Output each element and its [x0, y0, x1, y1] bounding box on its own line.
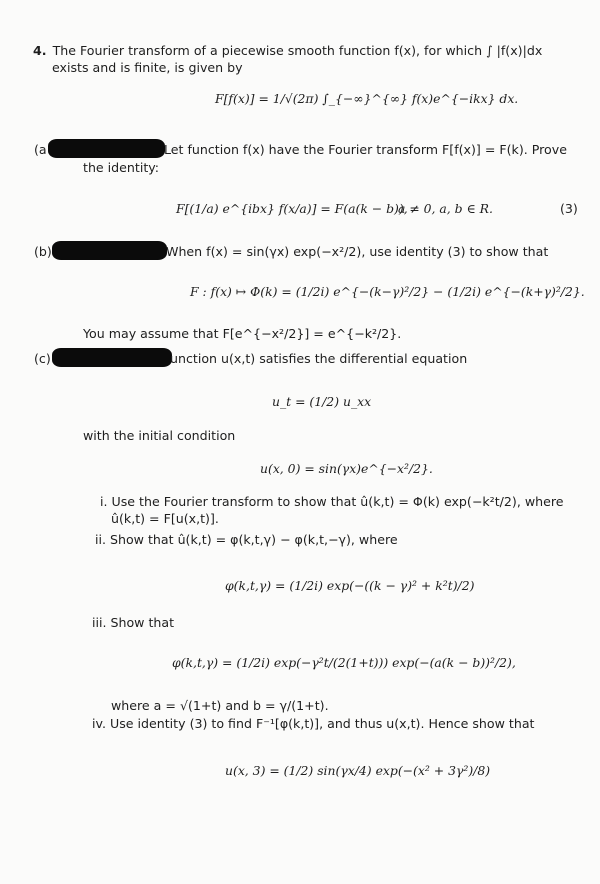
- part-a-text-line2: the identity:: [83, 160, 160, 175]
- part-a-text: Let function f(x) have the Fourier transform F[f(x)] = F(k). Prove: [164, 142, 567, 157]
- phi-definition-equation: φ(k,t,γ) = (1/2i) exp(−((k − γ)² + k²t)/2): [225, 578, 475, 593]
- part-b-label: (b): [34, 244, 52, 259]
- heat-equation: u_t = (1/2) u_xx: [272, 394, 372, 409]
- final-solution-equation: u(x, 3) = (1/2) sin(γx/4) exp(−(x² + 3γ²)/8): [225, 763, 491, 778]
- identity-equation: F[(1/a) e^{ibx} f(x/a)] = F(a(k − b)),: [176, 201, 408, 216]
- part-a-label: (a: [34, 142, 47, 157]
- assumption-text: You may assume that F[e^{−x²/2}] = e^{−k²/2}.: [83, 326, 402, 341]
- problem-intro-line2: exists and is finite, is given by: [52, 60, 243, 75]
- subpart-i-line2: û(k,t) = F[u(x,t)].: [111, 511, 219, 526]
- subpart-iv-text: iv. Use identity (3) to find F⁻¹[φ(k,t)], and thus u(x,t). Hence show that: [92, 716, 535, 731]
- problem-number: 4.: [33, 43, 47, 58]
- phi-factored-equation: φ(k,t,γ) = (1/2i) exp(−γ²t/(2(1+t))) exp(−(a(k − b))²/2),: [172, 655, 516, 670]
- fourier-mapping-equation: F : f(x) ↦ Φ(k) = (1/2i) e^{−(k−γ)²/2} − (1/2i) e^{−(k+γ)²/2}.: [190, 284, 585, 299]
- part-c-label: (c): [34, 351, 51, 366]
- initial-condition-text: with the initial condition: [83, 428, 236, 443]
- part-c-text: unction u(x,t) satisfies the differential equation: [170, 351, 468, 366]
- redaction-mark-c: [52, 348, 172, 367]
- identity-condition: a ≠ 0, a, b ∈ R.: [398, 201, 493, 216]
- initial-condition-equation: u(x, 0) = sin(γx)e^{−x²/2}.: [260, 461, 433, 476]
- where-text: where a = √(1+t) and b = γ/(1+t).: [111, 698, 329, 713]
- subpart-ii-text: ii. Show that û(k,t) = φ(k,t,γ) − φ(k,t,−γ), where: [95, 532, 398, 547]
- equation-tag: (3): [560, 201, 578, 216]
- fourier-transform-definition: F[f(x)] = 1/√(2π) ∫_{−∞}^{∞} f(x)e^{−ikx} dx.: [215, 91, 519, 106]
- part-b-text: When f(x) = sin(γx) exp(−x²/2), use identity (3) to show that: [166, 244, 549, 259]
- problem-intro-text: The Fourier transform of a piecewise smooth function f(x), for which ∫ |f(x)|dx: [52, 43, 543, 58]
- redaction-mark-a: [48, 139, 165, 158]
- subpart-i-line1: i. Use the Fourier transform to show that û(k,t) = Φ(k) exp(−k²t/2), where: [100, 494, 564, 509]
- subpart-iii-text: iii. Show that: [92, 615, 175, 630]
- problem-intro-line1: [33, 42, 542, 59]
- redaction-mark-b: [52, 241, 167, 260]
